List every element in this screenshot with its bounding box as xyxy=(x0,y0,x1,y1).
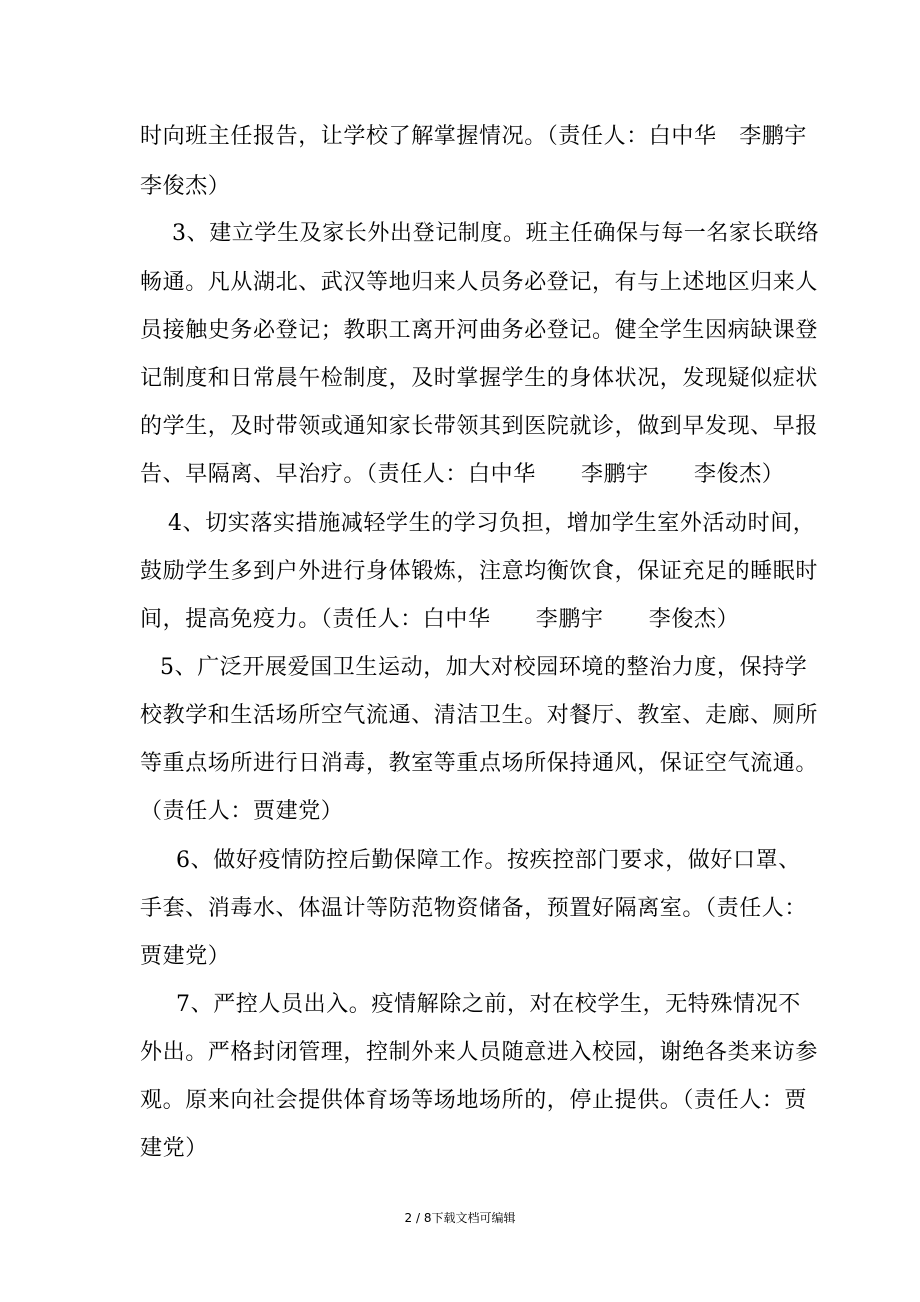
text-line: 5、广泛开展爱国卫生运动，加大对校园环境的整治力度，保持学 xyxy=(160,655,808,680)
text-line: 畅通。凡从湖北、武汉等地归来人员务必登记，有与上述地区归来人 xyxy=(140,270,819,295)
text-line: 员接触史务必登记；教职工离开河曲务必登记。健全学生因病缺课登 xyxy=(140,318,819,343)
text-line: 告、早隔离、早治疗。（责任人：白中华 李鹏宇 李俊杰） xyxy=(140,462,785,487)
page-footer: 2 / 8下载文档可编辑 xyxy=(404,1211,516,1225)
text-line: 记制度和日常晨午检制度，及时掌握学生的身体状况，发现疑似症状 xyxy=(140,366,819,391)
text-line: 李俊杰） xyxy=(140,174,231,199)
text-line: 手套、消毒水、体温计等防范物资储备，预置好隔离室。（责任人： xyxy=(140,896,808,921)
text-line: 的学生，及时带领或通知家长带领其到医院就诊，做到早发现、早报 xyxy=(140,414,819,439)
text-line: 外出。严格封闭管理，控制外来人员随意进入校园，谢绝各类来访参 xyxy=(140,1040,819,1065)
text-line: 3、建立学生及家长外出登记制度。班主任确保与每一名家长联络 xyxy=(172,221,820,246)
text-line: 6、做好疫情防控后勤保障工作。按疾控部门要求，做好口罩、 xyxy=(176,848,801,873)
text-line: 贾建党） xyxy=(140,944,231,969)
text-line: 间，提高免疫力。（责任人：白中华 李鹏宇 李俊杰） xyxy=(140,607,740,632)
text-line: 校教学和生活场所空气流通、清洁卫生。对餐厅、教室、走廊、厕所 xyxy=(140,703,819,728)
text-line: 观。原来向社会提供体育场等场地场所的，停止提供。（责任人：贾 xyxy=(140,1088,808,1113)
text-line: 鼓励学生多到户外进行身体锻炼，注意均衡饮食，保证充足的睡眠时 xyxy=(140,559,819,584)
text-line: 7、严控人员出入。疫情解除之前，对在校学生，无特殊情况不 xyxy=(176,992,801,1017)
text-line: （责任人：贾建党） xyxy=(140,799,344,824)
text-line: 4、切实落实措施减轻学生的学习负担，增加学生室外活动时间， xyxy=(168,511,816,536)
text-line: 时向班主任报告，让学校了解掌握情况。（责任人：白中华 李鹏宇 xyxy=(140,124,808,149)
text-line: 建党） xyxy=(140,1136,208,1161)
text-line: 等重点场所进行日消毒，教室等重点场所保持通风，保证空气流通。 xyxy=(140,751,819,776)
